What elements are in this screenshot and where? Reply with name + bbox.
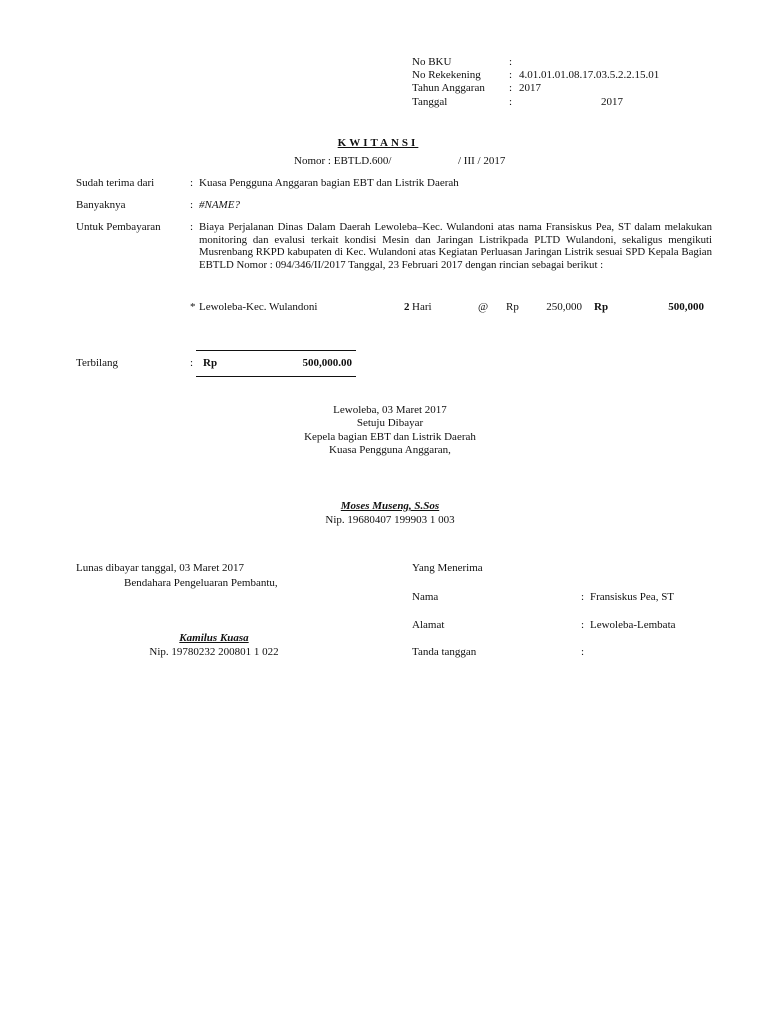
document-title: KWITANSI: [337, 137, 419, 149]
no-bku-label: No BKU: [412, 56, 452, 68]
nomor-prefix: Nomor : EBTLD.600/: [294, 155, 392, 167]
untuk-pembayaran-sep: :: [190, 221, 194, 233]
sudah-terima-label: Sudah terima dari: [76, 177, 155, 189]
tahun-anggaran-value: 2017: [519, 82, 541, 94]
receiver-title: Yang Menerima: [412, 562, 483, 574]
receiver-nama-sep: :: [581, 591, 585, 603]
terbilang-label: Terbilang: [76, 357, 118, 369]
detail-rp1: Rp: [506, 301, 519, 313]
approval-nip: Nip. 19680407 199903 1 003: [325, 514, 455, 526]
approval-line1: Setuju Dibayar: [356, 417, 424, 429]
untuk-pembayaran-label: Untuk Pembayaran: [76, 221, 161, 233]
banyaknya-label: Banyaknya: [76, 199, 126, 211]
no-rekening-sep: :: [509, 69, 513, 81]
detail-rp2: Rp: [594, 301, 609, 313]
detail-place: Lewoleba-Kec. Wulandoni: [199, 301, 318, 313]
receiver-alamat-label: Alamat: [412, 619, 445, 631]
approval-place-date: Lewoleba, 03 Maret 2017: [333, 404, 447, 416]
terbilang-top-rule: [196, 350, 356, 351]
detail-qty: 2: [404, 301, 410, 313]
tanggal-label: Tanggal: [412, 96, 448, 108]
terbilang-rp: Rp: [203, 357, 218, 369]
lunas-line1: Lunas dibayar tanggal, 03 Maret 2017: [76, 562, 245, 574]
tanggal-sep: :: [509, 96, 513, 108]
tahun-anggaran-label: Tahun Anggaran: [412, 82, 485, 94]
lunas-name: Kamilus Kuasa: [179, 632, 249, 644]
receiver-ttd-sep: :: [581, 646, 585, 658]
sudah-terima-value: Kuasa Pengguna Anggaran bagian EBT dan Listrik Daerah: [199, 177, 459, 189]
detail-unit: Hari: [412, 301, 432, 313]
receiver-alamat-sep: :: [581, 619, 585, 631]
tahun-anggaran-sep: :: [509, 82, 513, 94]
no-rekening-label: No Rekekening: [412, 69, 481, 81]
detail-total: 500,000: [668, 301, 704, 313]
terbilang-bottom-rule: [196, 376, 356, 377]
receiver-nama-value: Fransiskus Pea, ST: [590, 591, 675, 603]
approval-line2: Kepela bagian EBT dan Listrik Daerah: [304, 431, 476, 443]
receiver-alamat-value: Lewoleba-Lembata: [590, 619, 676, 631]
tanggal-value: 2017: [601, 96, 623, 108]
no-bku-sep: :: [509, 56, 513, 68]
lunas-line2: Bendahara Pengeluaran Pembantu,: [124, 577, 278, 589]
sudah-terima-sep: :: [190, 177, 194, 189]
no-rekening-value: 4.01.01.01.08.17.03.5.2.2.15.01: [519, 69, 660, 81]
terbilang-sep: :: [190, 357, 194, 369]
approval-line3: Kuasa Pengguna Anggaran,: [329, 444, 451, 456]
detail-bullet: *: [190, 301, 196, 313]
banyaknya-sep: :: [190, 199, 194, 211]
terbilang-amount: 500,000.00: [302, 357, 352, 369]
receiver-ttd-label: Tanda tanggan: [412, 646, 477, 658]
untuk-pembayaran-value: Biaya Perjalanan Dinas Dalam Daerah Lewoleba–Kec. Wulandoni atas nama Fransiskus Pea, ST dalam melakukan monitoring dan evalusi terkait kondisi Mesin dan Jaringan Listrikpada PLTD Wulandoni, sekaligus mengikuti Musrenbang RKPD kabupaten di Kec. Wulandoni atas Kegiatan Perluasan Jaringan Listrik sesuai SPD Kepala Bagian EBTLD Nomor : 094/346/II/2017 Tanggal, 23 Februari 2017 dengan rincian sebagai berikut :: [199, 221, 712, 271]
banyaknya-value: #NAME?: [199, 199, 240, 211]
lunas-nip: Nip. 19780232 200801 1 022: [149, 646, 279, 658]
detail-rate: 250,000: [546, 301, 582, 313]
nomor-suffix: / III / 2017: [458, 155, 506, 167]
approval-name: Moses Museng, S.Sos: [340, 500, 440, 512]
detail-at: @: [478, 301, 489, 313]
receiver-nama-label: Nama: [412, 591, 439, 603]
